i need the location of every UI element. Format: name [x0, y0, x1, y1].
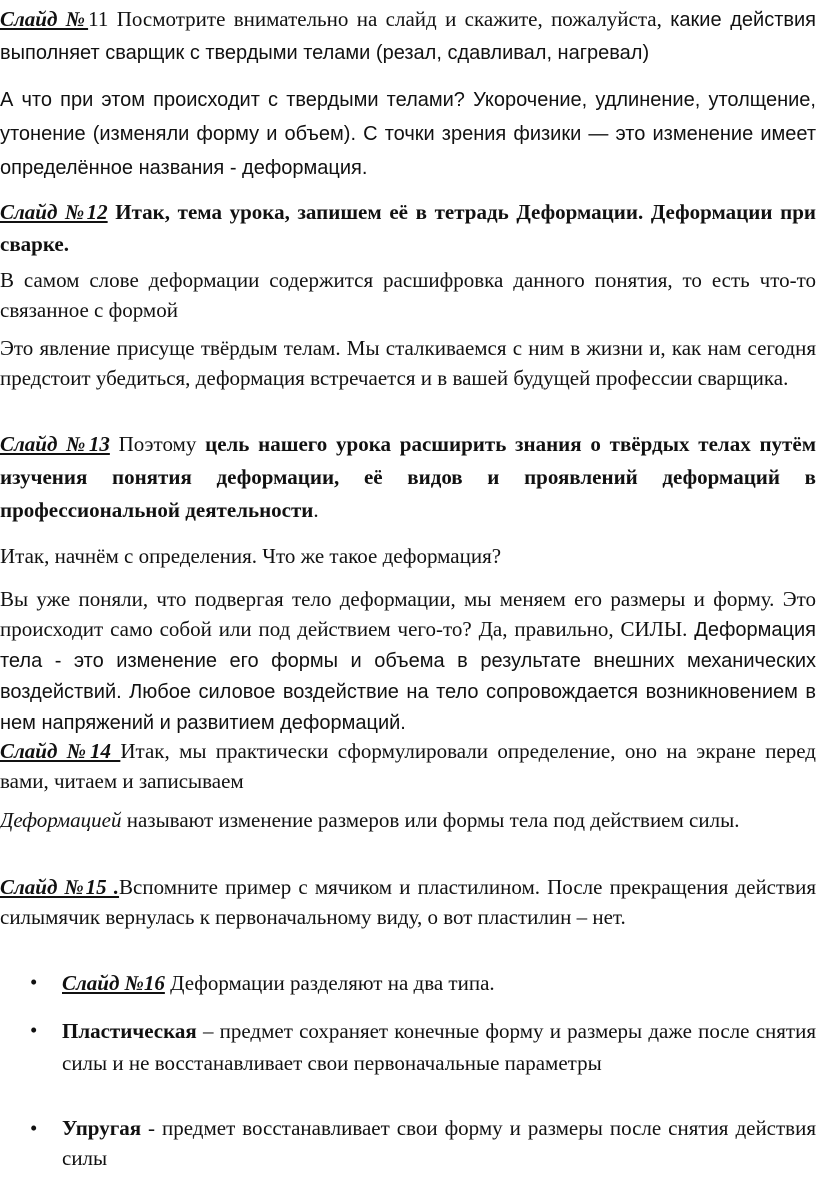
paragraph-text: Итак, мы практически сформулировали определение, оно на экране перед вами, читаем и записываем [0, 739, 816, 793]
paragraph-text: называют изменение размеров или формы тела под действием силы. [121, 808, 740, 832]
paragraph-text: . [313, 498, 319, 522]
deformation-definition: Деформация тела - это изменение его формы и объема в результате внешних механических воздействий. Любое силовое воздействие на тело сопровождается возникновением в нем напряжений и развитием деформаций. [0, 619, 816, 734]
paragraph-word-meaning: В самом слове деформации содержится расшифровка данного понятия, то есть что-то связанное с формой [0, 268, 816, 322]
paragraph-slide-12 [0, 196, 816, 260]
list-item-text [62, 967, 816, 999]
slide-label: Слайд №15 . [0, 875, 120, 899]
paragraph-phenomenon: Это явление присуще твёрдым телам. Мы сталкиваемся с ним в жизни и, как нам сегодня предстоит убедиться, деформация встречается и в вашей будущей профессии сварщика. [0, 336, 816, 390]
paragraph-force [0, 584, 816, 738]
slide-number: 11 [88, 7, 109, 31]
paragraph-text: Поэтому [109, 432, 206, 456]
slide-label: Слайд №12 [0, 200, 108, 224]
paragraph-definition [0, 805, 816, 835]
list-item-text [62, 1015, 816, 1079]
slide-label: Слайд №16 [62, 971, 165, 995]
lesson-topic: Итак, тема урока, запишем её в тетрадь Деформации. Деформации при сварке. [0, 200, 816, 256]
paragraph-text: - предмет восстанавливает свои форму и размеры после снятия действия силы [62, 1116, 816, 1170]
definition-term: Деформацией [0, 808, 122, 832]
paragraph-intro: А что при этом происходит с твердыми телами? Укорочение, удлинение, утолщение, утонение (изменяли форму и объем). С точки зрения физики — это изменение имеет определённое названия - деформация. [0, 89, 816, 179]
paragraph-text: Вспомните пример с мячиком и пластилином. После прекращения действия силымячик вернулась к первоначальному виду, о вот пластилин – нет. [0, 875, 816, 929]
paragraph-text: – предмет сохраняет конечные форму и размеры даже после снятия силы и не восстанавливает свои первоначальные параметры [62, 1019, 816, 1075]
paragraph-question: Итак, начнём с определения. Что же такое деформация? [0, 544, 502, 568]
paragraph-text: Деформации разделяют на два типа. [164, 971, 495, 995]
lesson-goal: цель нашего урока расширить знания о твёрдых телах путём изучения понятия деформации, её видов и проявлений деформаций в профессиональной деятельности [0, 432, 816, 522]
paragraph-slide-15 [0, 872, 816, 932]
type-name: Упругая [62, 1116, 142, 1140]
paragraph-slide-13 [0, 428, 816, 527]
list-item-text [62, 1113, 816, 1173]
paragraph-slide-11 [0, 3, 816, 69]
paragraph-text: Посмотрите внимательно на слайд и скажите, пожалуйста, [108, 7, 671, 31]
bullet-icon: • [30, 970, 38, 994]
paragraph-text: какие действия выполняет сварщик с твердыми телами (резал, сдавливал, нагревал) [0, 9, 816, 64]
slide-label: Слайд №13 [0, 432, 110, 456]
bullet-icon: • [30, 1018, 38, 1042]
slide-label: Слайд №14 [0, 739, 121, 763]
bullet-icon: • [30, 1116, 38, 1140]
paragraph-slide-14 [0, 736, 816, 796]
paragraph-text: Вы уже поняли, что подвергая тело деформации, мы меняем его размеры и форму. Это происходит само собой или под действием чего-то? Да, правильно, СИЛЫ. [0, 587, 816, 641]
slide-label: Слайд № [0, 7, 89, 31]
type-name: Пластическая [62, 1019, 197, 1043]
